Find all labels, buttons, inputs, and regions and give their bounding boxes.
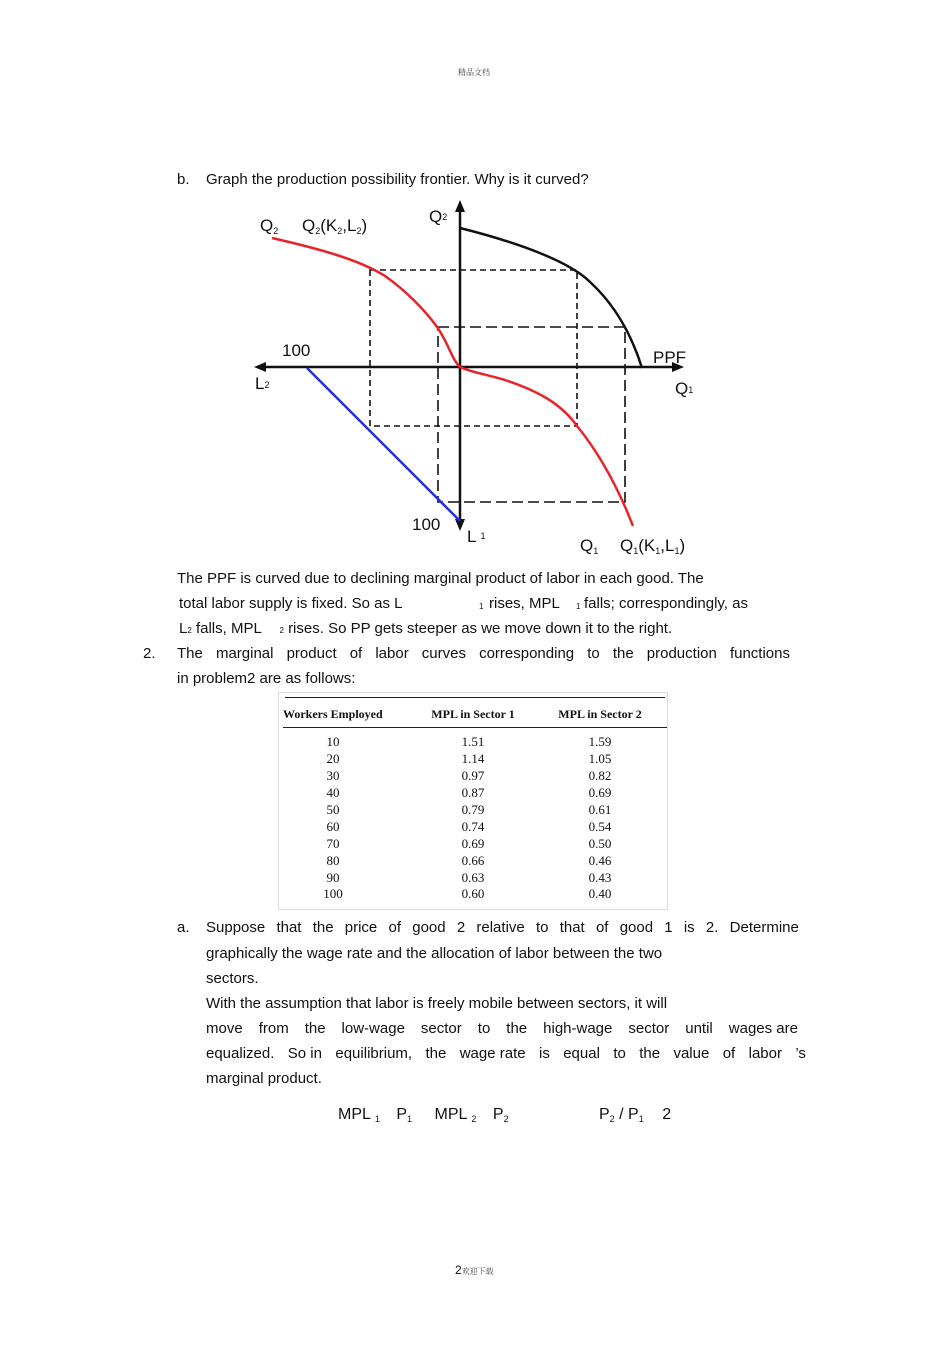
mpl-table	[283, 701, 667, 903]
page-footer	[455, 1261, 494, 1279]
label-100-bottom: 100	[412, 515, 441, 534]
table-row: 40 0.87 0.69	[326, 785, 612, 801]
ppf-diagram	[0, 0, 950, 600]
col-header-mpl2: MPL in Sector 2	[533, 701, 667, 728]
axis-arrow-left	[254, 362, 266, 372]
axis-arrow-up	[455, 200, 465, 212]
label-100-left: 100	[282, 341, 311, 360]
dashed-guide-outer	[370, 270, 577, 426]
question-a-line-3: sectors.	[206, 970, 259, 987]
question-marker-b: b.	[177, 171, 190, 188]
label-q2-function: Q2(K2,L2)	[302, 216, 368, 236]
table-row: 90 0.63 0.43	[326, 869, 612, 885]
label-l1: L 1	[467, 527, 486, 546]
table-row: 100 0.60 0.40	[323, 886, 612, 902]
table-row: 20 1.14 1.05	[326, 751, 612, 767]
answer-a-line-1: With the assumption that labor is freely mobile between sectors, it will	[206, 995, 668, 1012]
label-ppf: PPF	[653, 348, 687, 367]
dashed-guide-inner	[438, 327, 625, 502]
labor-constraint-line	[307, 368, 460, 521]
explanation-line-1: The PPF is curved due to declining marginal product of labor in each good. The	[177, 570, 704, 587]
table-row: 30 0.97 0.82	[326, 768, 612, 784]
table-row: 10 1.51 1.59	[326, 734, 612, 750]
mpl-table-frame	[278, 692, 668, 910]
dashed-guides	[370, 270, 625, 502]
page-header: 精品文档	[458, 68, 490, 77]
label-q1-axis: Q1	[675, 379, 694, 398]
explanation-line-2: total labor supply is fixed. So as L 1 rises, MPL 1 falls; correspondingly, as	[179, 595, 748, 612]
question-2-line-1: The marginal product of labor curves corresponding to the production functions	[177, 645, 790, 662]
ppf-curve	[460, 228, 642, 368]
answer-a-line-3: equalized. So in equilibrium, the wage rate is equal to the value of labor ’s	[206, 1045, 806, 1062]
table-row: 70 0.69 0.50	[326, 835, 612, 851]
answer-a-line-2: move from the low-wage sector to the high-wage sector until wages are	[206, 1020, 798, 1037]
question-2-line-2: in problem2 are as follows:	[177, 670, 356, 687]
label-l2: L2	[255, 374, 270, 393]
table-row: 60 0.74 0.54	[326, 818, 612, 834]
footer-text: 欢迎下载	[461, 1267, 494, 1276]
question-a-line-1: Suppose that the price of good 2 relative to that of good 1 is 2. Determine	[206, 919, 799, 936]
question-marker-a: a.	[177, 919, 190, 936]
equilibrium-equation: MPL 1 P1 MPL 2 P2	[338, 1106, 509, 1124]
label-q2: Q2	[260, 216, 279, 236]
label-q1: Q1	[580, 536, 599, 556]
question-a-line-2: graphically the wage rate and the allocation of labor between the two	[206, 945, 663, 962]
question-marker-2: 2.	[143, 645, 156, 662]
table-row: 50 0.79 0.61	[326, 802, 612, 817]
price-ratio-equation: P2 / P1 2	[599, 1106, 672, 1124]
explanation-line-3: L2 falls, MPL 2 rises. So PP gets steeper as we move down it to the right.	[179, 620, 673, 637]
label-q1-function: Q1(K1,L1)	[620, 536, 686, 556]
table-header-row	[283, 701, 667, 728]
question-b-text: Graph the production possibility frontier. Why is it curved?	[206, 171, 589, 188]
answer-a-line-4: marginal product.	[206, 1070, 322, 1087]
table-row: 80 0.66 0.46	[326, 852, 612, 868]
label-q2-axis: Q2	[429, 207, 448, 226]
col-header-workers: Workers Employed	[283, 701, 413, 728]
page-number: 2	[455, 1263, 462, 1277]
col-header-mpl1: MPL in Sector 1	[413, 701, 533, 728]
